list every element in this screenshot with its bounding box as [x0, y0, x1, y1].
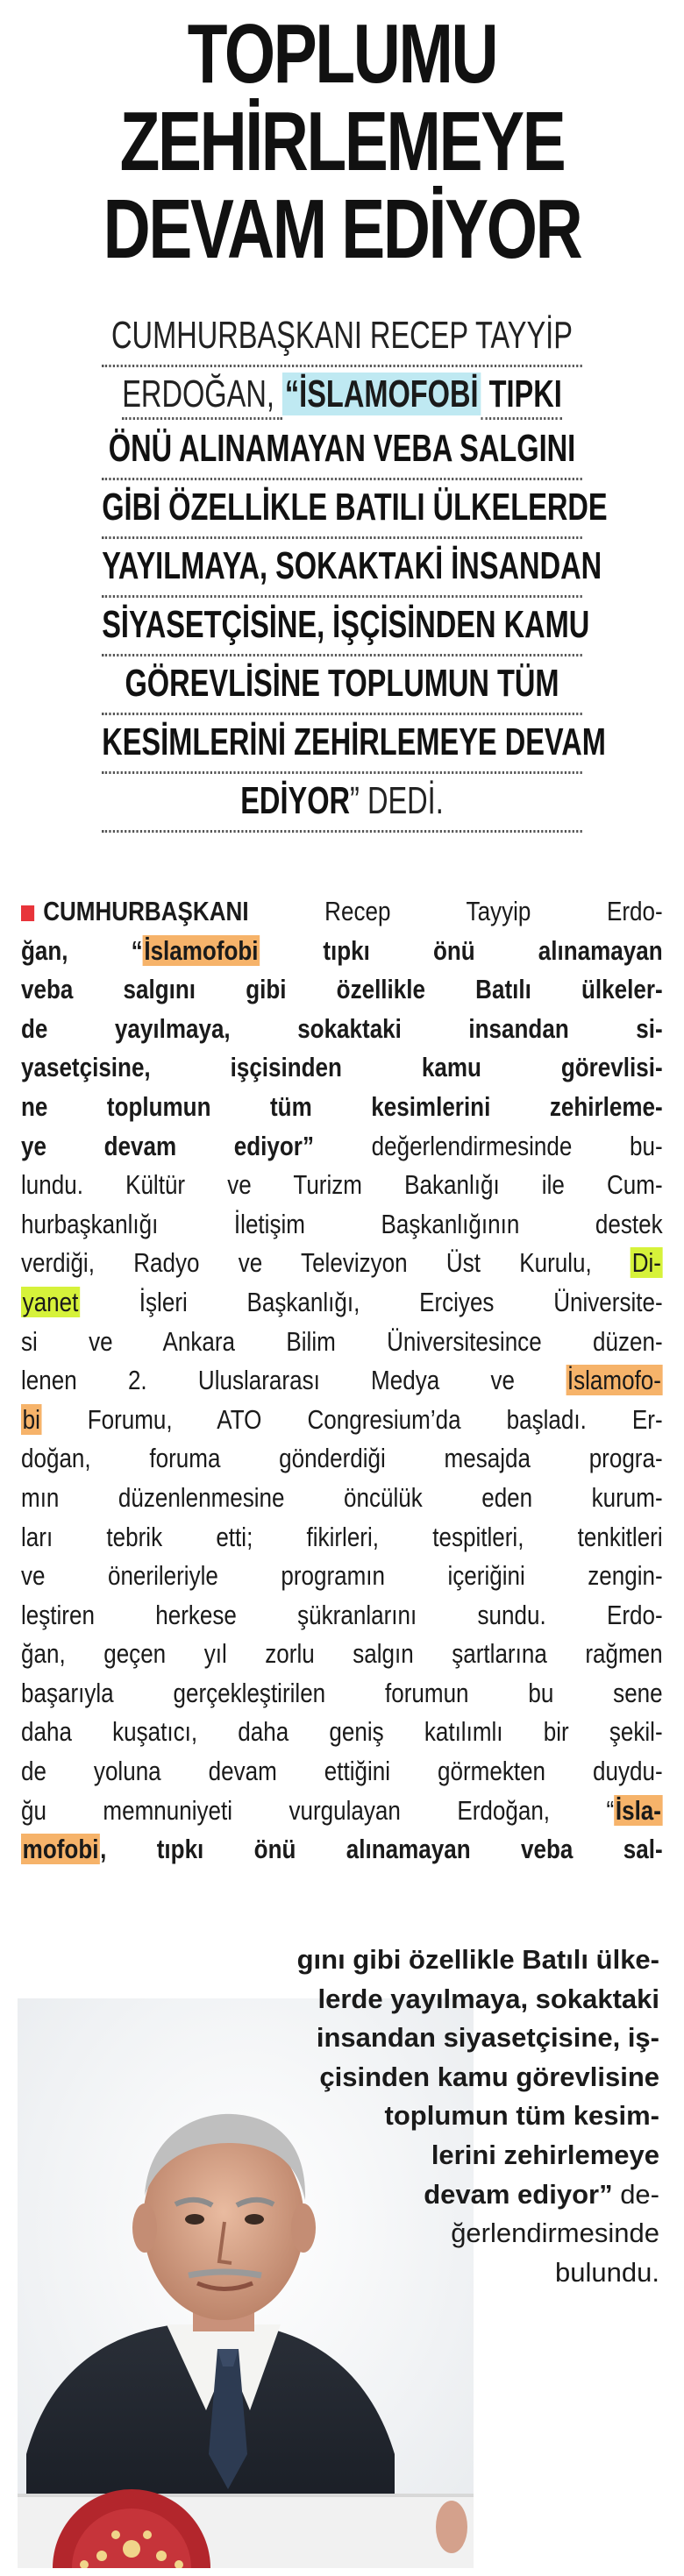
deck-line: KESİMLERİNİ ZEHİRLEMEYE DEVAM: [102, 715, 582, 774]
body-line: yanet İşleri Başkanlığı, Erciyes Üniversite-: [22, 1286, 663, 1317]
highlight: mofobi: [22, 1834, 99, 1865]
body-line: de yoluna devam ettiğini görmekten duydu-: [21, 1756, 663, 1787]
highlight: İslamofobi: [144, 934, 259, 966]
body-line: ları tebrik etti; fikirleri, tespitleri, tenkitleri: [21, 1521, 663, 1552]
deck-line: GÖREVLİSİNE TOPLUMUN TÜM: [102, 656, 582, 715]
deck-line: SİYASETÇİSİNE, İŞÇİSİNDEN KAMU: [102, 598, 582, 656]
body-line: devam ediyor” de-: [424, 2178, 659, 2210]
body-line: de yayılmaya, sokaktaki insandan si-: [21, 1012, 663, 1044]
body-line: lerde yayılmaya, sokaktaki: [317, 1983, 659, 2014]
highlight: İsla-: [615, 1794, 661, 1826]
highlight: yanet: [22, 1286, 79, 1317]
headline: [75, 7, 609, 276]
body-line: yasetçisine, işçisinden kamu görevlisi-: [21, 1052, 663, 1083]
highlight: Di-: [631, 1247, 661, 1279]
body-line: hurbaşkanlığı İletişim Başkanlığının destek: [21, 1208, 663, 1239]
article-body: [21, 892, 663, 1870]
highlight: bi: [22, 1403, 40, 1435]
wrapped-body-text: [203, 1941, 659, 2292]
body-line: veba salgını gibi özellikle Batılı ülkeler-: [21, 974, 663, 1005]
body-line: verdiği, Radyo ve Televizyon Üst Kurulu, Di-: [21, 1247, 661, 1279]
body-line: ğerlendirmesinde: [451, 2218, 659, 2249]
body-line: gını gibi özellikle Batılı ülke-: [296, 1944, 659, 1975]
body-line: lundu. Kültür ve Turizm Bakanlığı ile Cum-: [21, 1169, 663, 1201]
body-line: başarıyla gerçekleştirilen forumun bu sene: [21, 1677, 663, 1708]
body-line: CUMHURBAŞKANI Recep Tayyip Erdo-: [21, 892, 663, 932]
headline-line-2: ZEHİRLEMEYE: [119, 95, 565, 188]
body-line: ğan, geçen yıl zorlu salgın şartlarına rağmen: [21, 1638, 663, 1670]
body-line: doğan, foruma gönderdiği mesajda progra-: [21, 1443, 663, 1474]
deck-line: ÖNÜ ALINAMAYAN VEBA SALGINI: [102, 422, 582, 480]
deck-line: EDİYOR” DEDİ.: [102, 774, 582, 833]
lead-word: CUMHURBAŞKANI: [43, 896, 249, 926]
body-line: leştiren herkese şükranlarını sundu. Erdo-: [21, 1599, 663, 1630]
body-line: bi Forumu, ATO Congresium’da başladı. Er-: [22, 1403, 663, 1435]
body-line: ne toplumun tüm kesimlerini zehirleme-: [21, 1090, 663, 1122]
deck-highlight: “İSLAMOFOBİ: [282, 373, 481, 415]
deck-line: ERDOĞAN, “İSLAMOFOBİ TIPKI: [102, 367, 582, 422]
red-square-icon: [21, 905, 34, 921]
body-line: ğu memnuniyeti vurgulayan Erdoğan, “İsla-: [21, 1794, 661, 1826]
deck-subheadline: [18, 309, 666, 833]
body-line: si ve Ankara Bilim Üniversitesince düzen-: [21, 1325, 663, 1357]
deck-line: GİBİ ÖZELLİKLE BATILI ÜLKELERDE: [102, 480, 582, 539]
highlight: İslamofo-: [566, 1365, 661, 1396]
body-line: toplumun tüm kesim-: [384, 2100, 659, 2132]
headline-line-3: DEVAM EDİYOR: [103, 182, 581, 276]
body-line: ye devam ediyor” değerlendirmesinde bu-: [21, 1130, 663, 1161]
body-line: ğan, “İslamofobi tıpkı önü alınamayan: [21, 934, 663, 966]
body-line: ve önerileriyle programın içeriğini zengin-: [21, 1560, 663, 1592]
body-line: çisinden kamu görevlisine: [319, 2061, 659, 2092]
body-line: daha kuşatıcı, daha geniş katılımlı bir şekil-: [21, 1716, 663, 1748]
headline-line-1: TOPLUMU: [187, 7, 497, 101]
body-line: bulundu.: [555, 2256, 659, 2288]
body-line: lerini zehirlemeye: [431, 2139, 659, 2170]
body-line: insandan siyasetçisine, iş-: [316, 2022, 659, 2054]
body-line: mın düzenlenmesine öncülük eden kurum-: [21, 1481, 663, 1513]
body-line: mofobi, tıpkı önü alınamayan veba sal-: [22, 1834, 663, 1865]
deck-line: CUMHURBAŞKANI RECEP TAYYİP: [102, 309, 582, 367]
body-line: lenen 2. Uluslararası Medya ve İslamofo-: [21, 1365, 661, 1396]
deck-line: YAYILMAYA, SOKAKTAKİ İNSANDAN: [102, 539, 582, 598]
